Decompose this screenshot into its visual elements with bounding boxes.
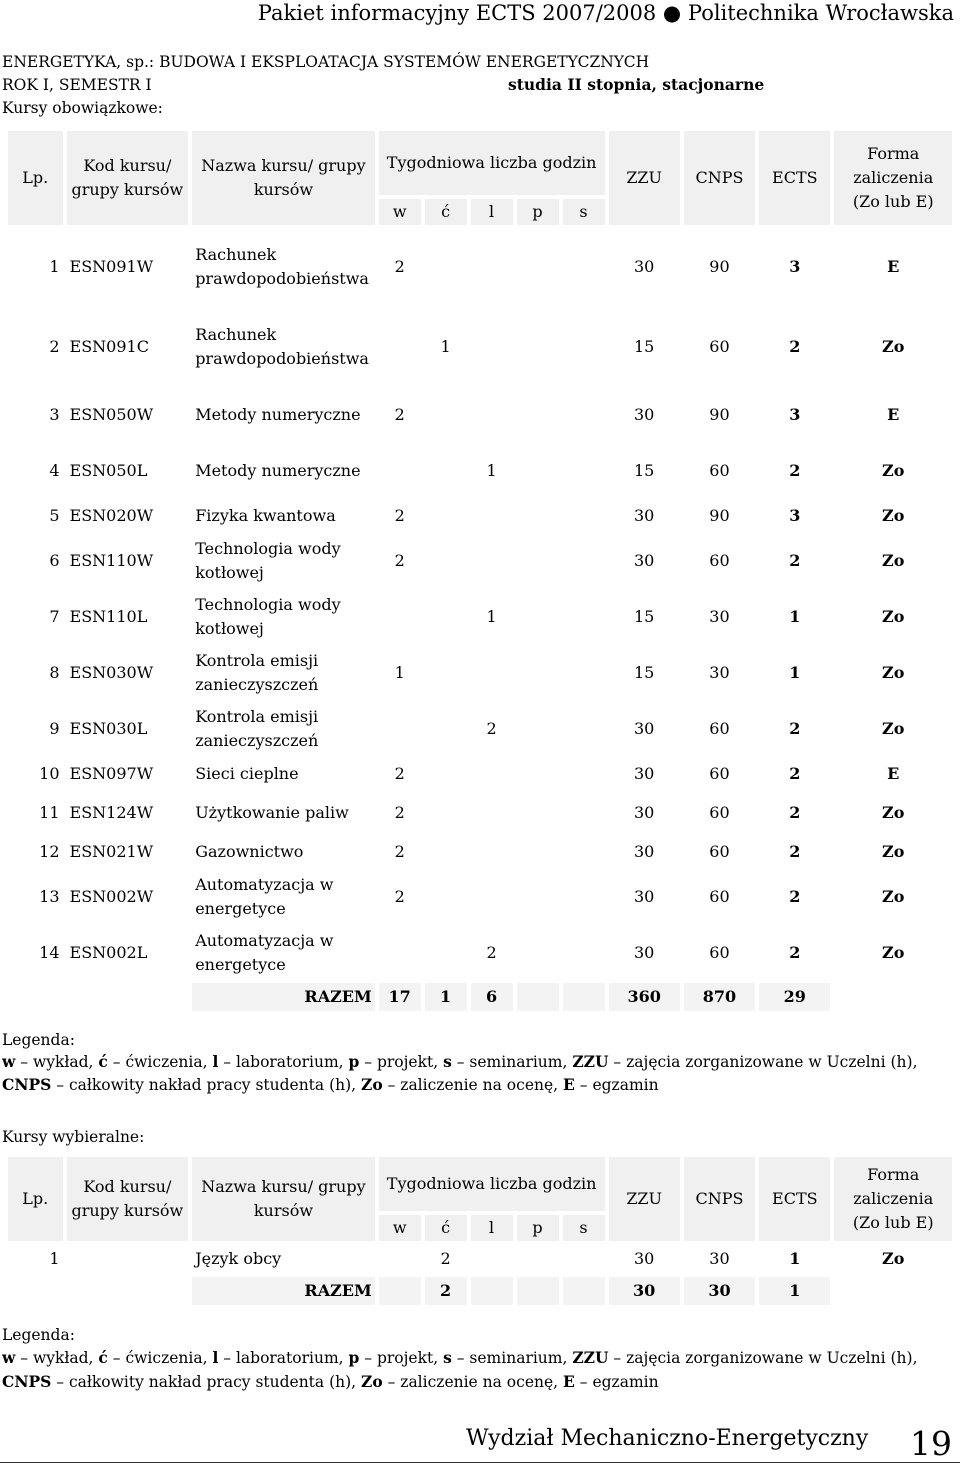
row-hours-p: [517, 759, 559, 789]
total-c: 1: [425, 983, 467, 1011]
row-hours-w: [379, 1245, 421, 1273]
row-lp: 13: [39, 887, 60, 906]
row-form: Zo: [882, 607, 905, 626]
row-code: ESN091C: [69, 337, 149, 356]
row-hours-c: [425, 591, 467, 643]
row-hours-c: [425, 927, 467, 979]
row-lp: 7: [49, 607, 60, 626]
row-code: [67, 1245, 189, 1273]
row-hours-w: 2: [394, 764, 405, 783]
row-hours-l: [471, 309, 513, 385]
row-hours-l: [471, 535, 513, 587]
row-name: Automatyzacja w energetyce: [195, 931, 334, 974]
row-cnps: 60: [709, 551, 730, 570]
row-form: Zo: [882, 663, 905, 682]
row-form: E: [887, 257, 900, 276]
table-row: [8, 535, 952, 587]
row-ects: 2: [789, 337, 801, 356]
row-name: Sieci cieplne: [195, 764, 299, 783]
legend-desc: – całkowity nakład pracy studenta (h),: [51, 1076, 362, 1094]
row-code: ESN091W: [69, 257, 154, 276]
row-name: Użytkowanie paliw: [195, 803, 349, 822]
row-code: ESN050L: [69, 461, 148, 480]
table-row: [8, 445, 952, 497]
row-ects: 2: [789, 887, 801, 906]
legend-key: ć: [98, 1348, 108, 1367]
row-hours-p: [517, 389, 559, 441]
row-form: Zo: [882, 943, 905, 962]
table-row: [8, 703, 952, 755]
col-form: Forma zaliczenia (Zo lub E): [834, 131, 952, 225]
row-zzu: 30: [633, 257, 655, 276]
row-hours-p: [517, 535, 559, 587]
row-lp: 8: [49, 663, 60, 682]
row-zzu: 15: [633, 607, 655, 626]
row-code: ESN030W: [69, 663, 154, 682]
row-name: Technologia wody kotłowej: [195, 539, 341, 582]
row-hours-w: 1: [394, 663, 405, 682]
legend-desc: – laboratorium,: [218, 1349, 349, 1367]
total-l: [471, 1277, 513, 1305]
legend-key: p: [348, 1348, 360, 1367]
row-cnps: 30: [709, 663, 730, 682]
row-hours-s: [563, 927, 605, 979]
row-lp: 4: [49, 461, 60, 480]
row-hours-w: 2: [394, 803, 405, 822]
total-empty: [834, 983, 952, 1011]
row-ects: 3: [789, 506, 801, 525]
table-row: [8, 389, 952, 441]
legend-desc: – zaliczenie na ocenę,: [382, 1076, 564, 1094]
legend-key: s: [443, 1052, 452, 1071]
row-hours-p: [517, 871, 559, 923]
page-number: 19: [910, 1424, 952, 1463]
table-row: [8, 927, 952, 979]
table-row: [8, 759, 952, 789]
col-name: Nazwa kursu/ grupy kursów: [192, 1157, 375, 1241]
row-hours-c: [425, 445, 467, 497]
row-code: ESN110W: [69, 551, 154, 570]
total-zzu: 360: [609, 983, 680, 1011]
row-hours-p: [517, 501, 559, 531]
row-hours-p: [517, 1245, 559, 1273]
col-s: s: [563, 1215, 605, 1241]
row-lp: 10: [39, 764, 60, 783]
year-semester: ROK I, SEMESTR I: [2, 76, 152, 94]
row-name: Kontrola emisji zanieczyszczeń: [195, 707, 319, 750]
row-hours-c: 1: [440, 337, 451, 356]
total-spacer: [8, 1277, 188, 1305]
row-ects: 2: [789, 764, 801, 783]
col-w: w: [379, 199, 421, 225]
col-form: Forma zaliczenia (Zo lub E): [834, 1157, 952, 1241]
row-ects: 2: [789, 551, 801, 570]
row-hours-c: [425, 229, 467, 305]
row-form: Zo: [882, 1249, 905, 1268]
total-spacer: [8, 983, 188, 1011]
row-name: Kontrola emisji zanieczyszczeń: [195, 651, 319, 694]
col-name: Nazwa kursu/ grupy kursów: [192, 131, 375, 225]
total-p: [517, 983, 559, 1011]
total-ects: 29: [759, 983, 830, 1011]
row-hours-c: 2: [440, 1249, 451, 1268]
row-hours-p: [517, 445, 559, 497]
row-cnps: 60: [709, 887, 730, 906]
row-ects: 2: [789, 461, 801, 480]
legend-line-1-b: [2, 1346, 918, 1370]
legend-key: ZZU: [572, 1348, 609, 1367]
mandatory-courses-table: [4, 127, 956, 1015]
row-lp: 2: [49, 337, 60, 356]
row-name: Fizyka kwantowa: [195, 506, 336, 525]
row-hours-l: [471, 759, 513, 789]
row-code: ESN124W: [69, 803, 154, 822]
mandatory-section-title: Kursy obowiązkowe:: [2, 99, 163, 117]
row-name: Automatyzacja w energetyce: [195, 875, 334, 918]
legend-desc: – egzamin: [574, 1373, 659, 1391]
elective-courses-table: [4, 1153, 956, 1309]
row-form: Zo: [882, 887, 905, 906]
total-cnps: 870: [684, 983, 755, 1011]
row-ects: 1: [789, 663, 801, 682]
legend-key: l: [212, 1052, 219, 1071]
legend-key: l: [212, 1348, 219, 1367]
row-zzu: 30: [633, 405, 655, 424]
row-hours-s: [563, 759, 605, 789]
legend-key: s: [443, 1348, 452, 1367]
col-l: l: [471, 1215, 513, 1241]
row-form: Zo: [882, 506, 905, 525]
legend-desc: – projekt,: [359, 1053, 444, 1071]
row-hours-s: [563, 1245, 605, 1273]
legend-desc: – ćwiczenia,: [107, 1053, 213, 1071]
page-header: Pakiet informacyjny ECTS 2007/2008 ● Politechnika Wrocławska: [257, 1, 954, 25]
row-code: ESN002W: [69, 887, 154, 906]
legend-desc: – wykład,: [15, 1349, 99, 1367]
row-name: Rachunek prawdopodobieństwa: [195, 325, 369, 368]
row-zzu: 30: [633, 842, 655, 861]
row-form: E: [887, 405, 900, 424]
row-cnps: 60: [709, 943, 730, 962]
col-weekly-hours: Tygodniowa liczba godzin: [379, 1157, 605, 1211]
row-hours-w: 2: [394, 551, 405, 570]
total-c: 2: [425, 1277, 467, 1305]
row-hours-s: [563, 837, 605, 867]
row-hours-p: [517, 591, 559, 643]
row-hours-p: [517, 309, 559, 385]
row-hours-s: [563, 793, 605, 833]
row-ects: 3: [789, 257, 801, 276]
program-title: ENERGETYKA, sp.: BUDOWA I EKSPLOATACJA SYSTEMÓW ENERGETYCZNYCH: [2, 53, 650, 71]
row-ects: 1: [789, 607, 801, 626]
legend-key: CNPS: [2, 1372, 52, 1391]
row-form: Zo: [882, 803, 905, 822]
total-s: [563, 1277, 605, 1305]
row-cnps: 60: [709, 337, 730, 356]
legend-key: w: [2, 1348, 16, 1367]
row-hours-p: [517, 229, 559, 305]
total-ects: 1: [759, 1277, 830, 1305]
table-row: [8, 501, 952, 531]
table-row: [8, 871, 952, 923]
row-hours-l: [471, 793, 513, 833]
row-form: Zo: [882, 551, 905, 570]
legend-key: E: [563, 1372, 575, 1391]
legend-line-2-b: [2, 1370, 659, 1394]
row-hours-w: 2: [394, 842, 405, 861]
row-hours-p: [517, 793, 559, 833]
legend-key: ZZU: [572, 1052, 609, 1071]
row-name: Metody numeryczne: [195, 461, 361, 480]
legend-key: w: [2, 1052, 16, 1071]
col-c: ć: [425, 199, 467, 225]
row-code: ESN020W: [69, 506, 154, 525]
total-label: RAZEM: [192, 983, 375, 1011]
row-ects: 2: [789, 719, 801, 738]
col-code: Kod kursu/ grupy kursów: [67, 1157, 189, 1241]
row-hours-l: [471, 837, 513, 867]
legend-title-2: Legenda:: [2, 1326, 75, 1344]
legend-desc: – projekt,: [359, 1349, 444, 1367]
row-zzu: 15: [633, 663, 655, 682]
row-cnps: 60: [709, 719, 730, 738]
legend-desc: – zajęcia zorganizowane w Uczelni (h),: [608, 1349, 918, 1367]
total-empty: [834, 1277, 952, 1305]
legend-line-1: [2, 1050, 918, 1074]
row-hours-s: [563, 309, 605, 385]
col-c: ć: [425, 1215, 467, 1241]
row-ects: 3: [789, 405, 801, 424]
row-code: ESN097W: [69, 764, 154, 783]
col-lp: Lp.: [8, 1157, 63, 1241]
row-cnps: 30: [709, 1249, 730, 1268]
row-hours-c: [425, 871, 467, 923]
total-w: 17: [379, 983, 421, 1011]
legend-desc: – egzamin: [574, 1076, 659, 1094]
row-hours-p: [517, 647, 559, 699]
col-ects: ECTS: [759, 1157, 830, 1241]
legend-desc: – seminarium,: [451, 1349, 573, 1367]
row-hours-l: 2: [486, 719, 497, 738]
row-zzu: 30: [633, 943, 655, 962]
legend-line-2: [2, 1073, 659, 1097]
row-hours-l: 2: [486, 943, 497, 962]
row-hours-p: [517, 703, 559, 755]
row-name: Rachunek prawdopodobieństwa: [195, 245, 369, 288]
col-w: w: [379, 1215, 421, 1241]
row-hours-s: [563, 389, 605, 441]
row-name: Język obcy: [195, 1249, 282, 1268]
row-hours-s: [563, 229, 605, 305]
legend-key: Zo: [361, 1075, 383, 1094]
row-hours-c: [425, 837, 467, 867]
total-p: [517, 1277, 559, 1305]
row-lp: 3: [49, 405, 60, 424]
table-row: [8, 647, 952, 699]
row-code: ESN002L: [69, 943, 148, 962]
row-hours-w: 2: [394, 405, 405, 424]
total-row: [8, 983, 952, 1011]
legend-desc: – zaliczenie na ocenę,: [382, 1373, 564, 1391]
row-zzu: 30: [633, 1249, 655, 1268]
col-cnps: CNPS: [684, 1157, 755, 1241]
total-l: 6: [471, 983, 513, 1011]
row-zzu: 15: [633, 337, 655, 356]
row-hours-w: [379, 445, 421, 497]
row-ects: 2: [789, 943, 801, 962]
row-hours-l: 1: [486, 607, 497, 626]
row-hours-l: [471, 501, 513, 531]
row-name: Metody numeryczne: [195, 405, 361, 424]
row-lp: 5: [49, 506, 60, 525]
total-label: RAZEM: [192, 1277, 375, 1305]
row-hours-w: [379, 591, 421, 643]
col-l: l: [471, 199, 513, 225]
table-row: [8, 309, 952, 385]
legend-key: E: [563, 1075, 575, 1094]
row-zzu: 30: [633, 719, 655, 738]
row-hours-w: 2: [394, 257, 405, 276]
row-hours-c: [425, 501, 467, 531]
study-mode: studia II stopnia, stacjonarne: [508, 75, 765, 94]
row-hours-c: [425, 703, 467, 755]
row-lp: 9: [49, 719, 60, 738]
row-hours-s: [563, 445, 605, 497]
legend-desc: – seminarium,: [451, 1053, 573, 1071]
col-cnps: CNPS: [684, 131, 755, 225]
col-lp: Lp.: [8, 131, 63, 225]
row-cnps: 60: [709, 461, 730, 480]
legend-key: Zo: [361, 1372, 383, 1391]
col-ects: ECTS: [759, 131, 830, 225]
row-hours-p: [517, 837, 559, 867]
row-hours-w: 2: [394, 506, 405, 525]
table-row: [8, 229, 952, 305]
elective-section-title: Kursy wybieralne:: [2, 1128, 145, 1146]
legend-desc: – zajęcia zorganizowane w Uczelni (h),: [608, 1053, 918, 1071]
row-cnps: 90: [709, 506, 730, 525]
row-cnps: 60: [709, 764, 730, 783]
row-lp: 6: [49, 551, 60, 570]
row-name: Gazownictwo: [195, 842, 304, 861]
col-p: p: [517, 1215, 559, 1241]
col-p: p: [517, 199, 559, 225]
row-hours-w: [379, 703, 421, 755]
row-hours-s: [563, 535, 605, 587]
total-w: [379, 1277, 421, 1305]
col-code: Kod kursu/ grupy kursów: [67, 131, 189, 225]
row-code: ESN110L: [69, 607, 148, 626]
table-row: [8, 837, 952, 867]
row-hours-p: [517, 927, 559, 979]
row-code: ESN050W: [69, 405, 154, 424]
row-hours-c: [425, 647, 467, 699]
row-hours-s: [563, 647, 605, 699]
row-hours-l: [471, 647, 513, 699]
total-zzu: 30: [609, 1277, 680, 1305]
legend-desc: – ćwiczenia,: [107, 1349, 213, 1367]
row-hours-l: [471, 871, 513, 923]
row-ects: 1: [789, 1249, 801, 1268]
row-hours-l: 1: [486, 461, 497, 480]
row-cnps: 30: [709, 607, 730, 626]
legend-desc: – wykład,: [15, 1053, 99, 1071]
row-hours-w: 2: [394, 887, 405, 906]
row-code: ESN021W: [69, 842, 154, 861]
row-hours-w: [379, 927, 421, 979]
legend-desc: – laboratorium,: [218, 1053, 349, 1071]
row-cnps: 90: [709, 405, 730, 424]
row-name: Technologia wody kotłowej: [195, 595, 341, 638]
row-hours-c: [425, 389, 467, 441]
row-hours-l: [471, 229, 513, 305]
row-ects: 2: [789, 803, 801, 822]
legend-key: CNPS: [2, 1075, 52, 1094]
row-form: Zo: [882, 719, 905, 738]
row-zzu: 30: [633, 803, 655, 822]
row-hours-c: [425, 793, 467, 833]
row-form: Zo: [882, 842, 905, 861]
row-lp: 14: [39, 943, 60, 962]
row-zzu: 30: [633, 764, 655, 783]
row-hours-s: [563, 501, 605, 531]
table-row: [8, 793, 952, 833]
row-zzu: 30: [633, 506, 655, 525]
col-zzu: ZZU: [609, 1157, 680, 1241]
row-cnps: 90: [709, 257, 730, 276]
row-hours-c: [425, 759, 467, 789]
legend-desc: – całkowity nakład pracy studenta (h),: [51, 1373, 362, 1391]
row-hours-c: [425, 535, 467, 587]
total-s: [563, 983, 605, 1011]
col-weekly-hours: Tygodniowa liczba godzin: [379, 131, 605, 195]
row-hours-w: [379, 309, 421, 385]
table-row: [8, 1245, 952, 1273]
row-ects: 2: [789, 842, 801, 861]
row-hours-s: [563, 703, 605, 755]
col-s: s: [563, 199, 605, 225]
row-hours-l: [471, 1245, 513, 1273]
row-hours-s: [563, 871, 605, 923]
footer-rule: [0, 1462, 960, 1463]
row-code: ESN030L: [69, 719, 148, 738]
legend-key: ć: [98, 1052, 108, 1071]
total-row: [8, 1277, 952, 1305]
row-form: E: [887, 764, 900, 783]
row-lp: 1: [49, 257, 60, 276]
row-hours-s: [563, 591, 605, 643]
faculty-footer: Wydział Mechaniczno-Energetyczny: [466, 1426, 869, 1451]
row-zzu: 30: [633, 551, 655, 570]
col-zzu: ZZU: [609, 131, 680, 225]
legend-title: Legenda:: [2, 1031, 75, 1049]
table-row: [8, 591, 952, 643]
row-zzu: 15: [633, 461, 655, 480]
row-lp: 1: [49, 1249, 60, 1268]
row-zzu: 30: [633, 887, 655, 906]
row-lp: 11: [39, 803, 60, 822]
row-lp: 12: [39, 842, 60, 861]
total-cnps: 30: [684, 1277, 755, 1305]
row-cnps: 60: [709, 803, 730, 822]
row-form: Zo: [882, 461, 905, 480]
row-cnps: 60: [709, 842, 730, 861]
row-hours-l: [471, 389, 513, 441]
row-form: Zo: [882, 337, 905, 356]
legend-key: p: [348, 1052, 360, 1071]
